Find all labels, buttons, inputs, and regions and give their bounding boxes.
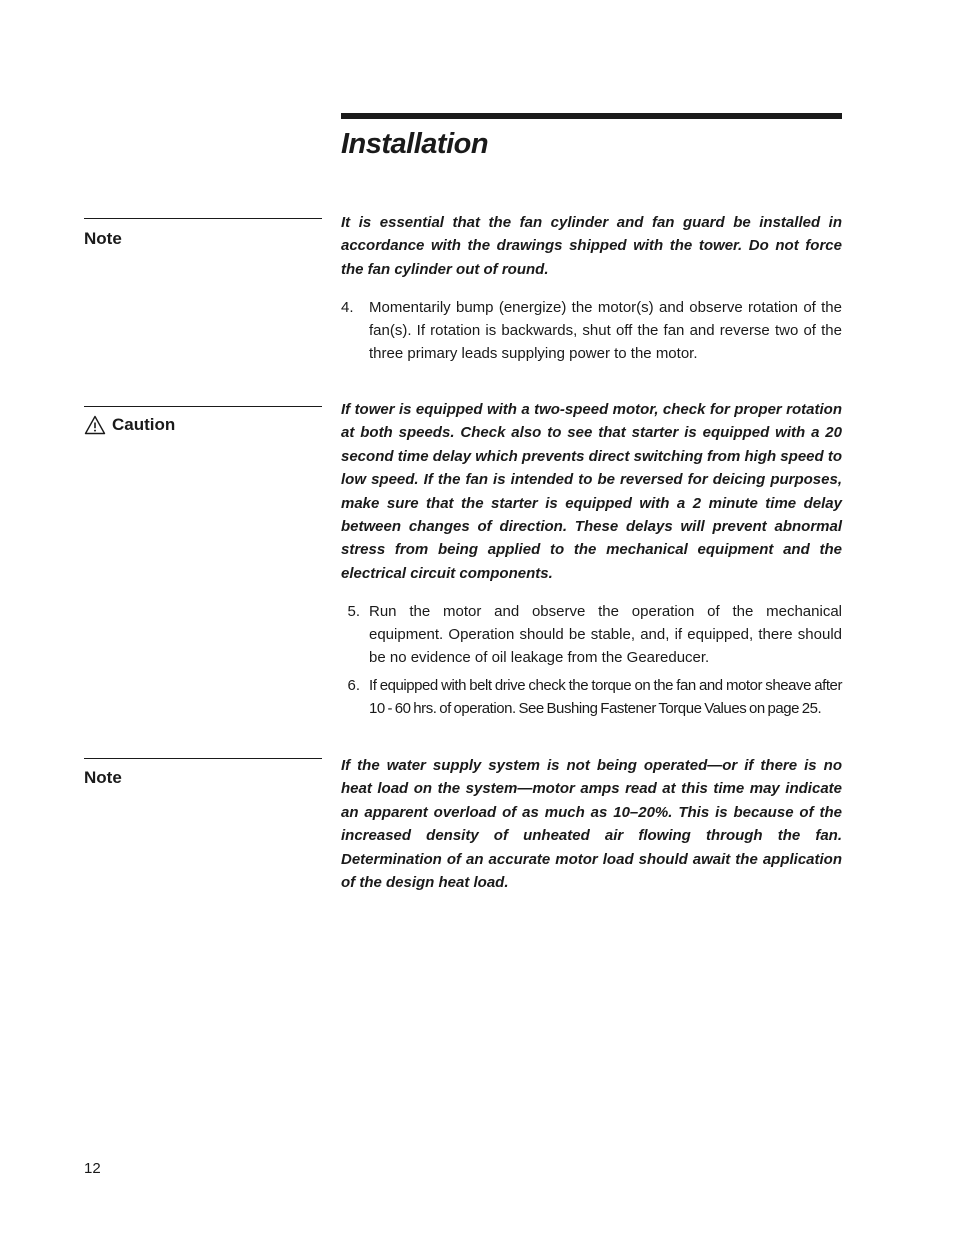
list-item bbox=[341, 674, 842, 720]
title-rule bbox=[341, 113, 842, 119]
step-text: Momentarily bump (energize) the motor(s) and observe rotation of the fan(s). If rotation is backwards, shut off the fan and reverse two of the three primary leads supplying power to the motor. bbox=[369, 299, 842, 362]
warning-triangle-icon bbox=[84, 415, 106, 435]
caution-label: Caution bbox=[112, 415, 176, 434]
note-divider bbox=[84, 758, 322, 759]
list-item bbox=[341, 600, 842, 669]
step-number: 5. bbox=[347, 603, 360, 620]
caution-divider bbox=[84, 406, 322, 407]
note-text: If the water supply system is not being operated—or if there is no heat load on the system—motor amps read at this time may indicate an apparent overload of as much as 10–20%. This is because of the increased density of unheated air flowing through the fan. Determination of an accurate motor load should await the application of the design heat load. bbox=[341, 757, 842, 892]
step-number: 6. bbox=[347, 677, 360, 694]
note-text: It is essential that the fan cylinder and fan guard be installed in accordance with the drawings shipped with the tower. Do not force the fan cylinder out of round. bbox=[341, 214, 842, 278]
step-list bbox=[341, 600, 842, 720]
step-text: If equipped with belt drive check the torque on the fan and motor sheave after 10 - 60 hrs. of operation. See Bushing Fastener Torque Values on page 25. bbox=[369, 677, 842, 717]
caution-text: If tower is equipped with a two-speed motor, check for proper rotation at both speeds. Check also to see that starter is equipped with a 20 second time delay which prevents direct switching from high speed to low speed. If the fan is intended to be reversed for deicing purposes, make sure that the starter is equipped with a 2 minute time delay between changes of direction. These delays will prevent abnormal stress from being applied to the mechanical equipment and the electrical circuit components. bbox=[341, 401, 842, 582]
step-number: 4. bbox=[341, 299, 354, 316]
page-number: 12 bbox=[84, 1160, 101, 1177]
note-divider bbox=[84, 218, 322, 219]
note-label: Note bbox=[84, 768, 122, 787]
caution-heading bbox=[84, 415, 175, 435]
list-item bbox=[341, 296, 842, 365]
page-title: Installation bbox=[341, 128, 489, 160]
step-list bbox=[341, 296, 842, 365]
note-label: Note bbox=[84, 229, 122, 248]
step-text: Run the motor and observe the operation of the mechanical equipment. Operation should be stable, and, if equipped, there should be no evidence of oil leakage from the Geareducer. bbox=[369, 603, 842, 666]
